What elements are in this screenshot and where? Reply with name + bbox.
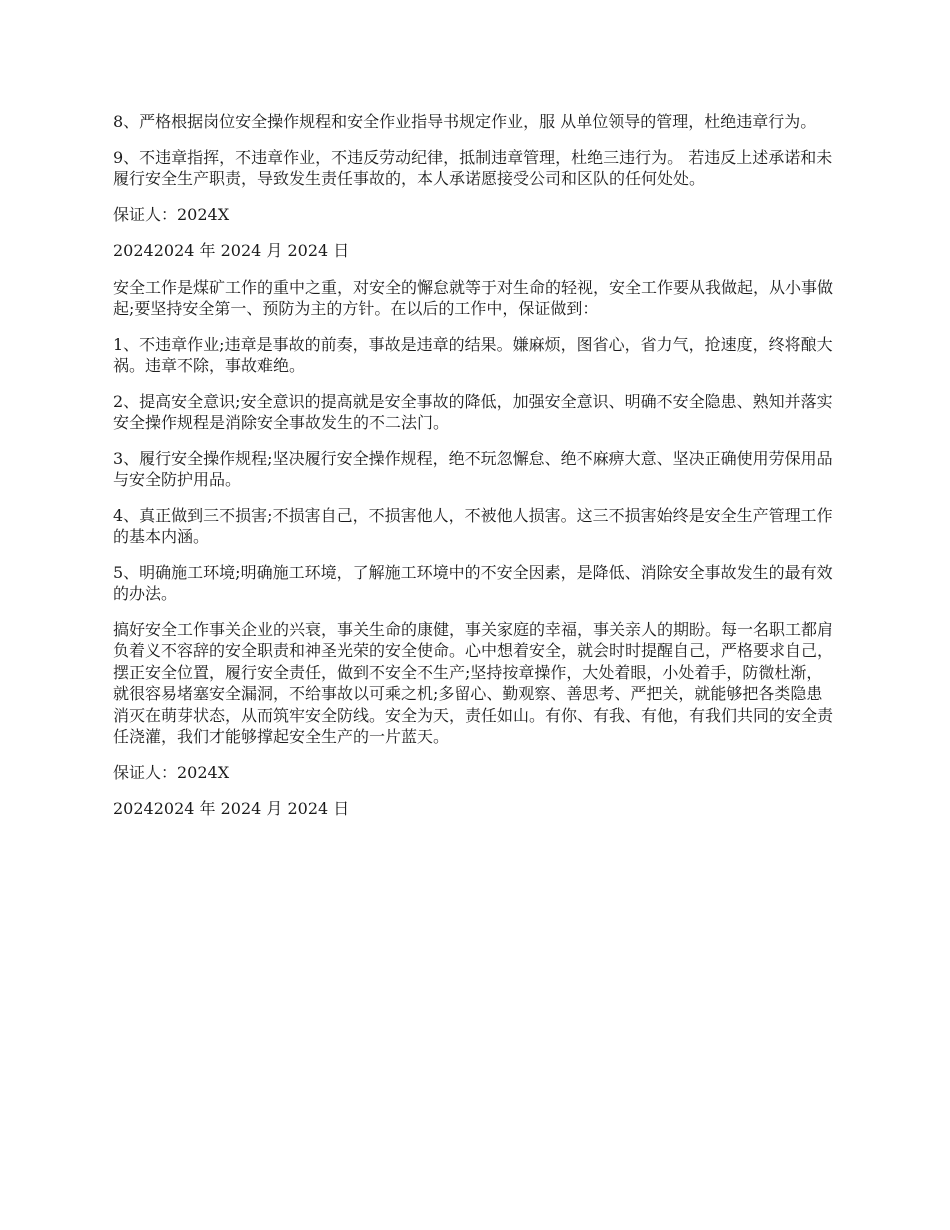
guarantor-line: 保证人：2024X [113, 204, 230, 224]
paragraph-item-1: 1、不违章作业;违章是事故的前奏，事故是违章的结果。嫌麻烦，图省心，省力气，抢速度，终将酿大祸。违章不除，事故难绝。 [113, 334, 833, 375]
paragraph-item-9: 9、不违章指挥，不违章作业，不违反劳动纪律，抵制违章管理，杜绝三违行为。 若违反上述承诺和未履行安全生产职责，导致发生责任事故的，本人承诺愿接受公司和区队的任何处处。 [113, 147, 833, 188]
closing-paragraph: 搞好安全工作事关企业的兴衰，事关生命的康健，事关家庭的幸福，事关亲人的期盼。每一名职工都肩负着义不容辞的安全职责和神圣光荣的安全使命。心中想着安全，就会时时提醒自己，严格要求自己，摆正安全位置，履行安全责任，做到不安全不生产;坚持按章操作，大处着眼，小处着手，防微杜渐，就很容易堵塞安全漏洞，不给事故以可乘之机;多留心、勤观察、善思考、严把关，就能够把各类隐患消灭在萌芽状态，从而筑牢安全防线。安全为天，责任如山。有你、有我、有他，有我们共同的安全责任浇灌，我们才能够撑起安全生产的一片蓝天。 [113, 619, 834, 746]
paragraph-item-3: 3、履行安全操作规程;坚决履行安全操作规程，绝不玩忽懈怠、绝不麻痹大意、坚决正确使用劳保用品与安全防护用品。 [113, 448, 833, 489]
paragraph-item-5: 5、明确施工环境;明确施工环境，了解施工环境中的不安全因素，是降低、消除安全事故发生的最有效的办法。 [113, 562, 833, 603]
date-line: 20242024 年 2024 月 2024 日 [113, 799, 350, 818]
guarantor-line: 保证人：2024X [113, 762, 230, 782]
date-line: 20242024 年 2024 月 2024 日 [113, 241, 350, 260]
paragraph-item-2: 2、提高安全意识;安全意识的提高就是安全事故的降低，加强安全意识、明确不安全隐患、熟知并落实安全操作规程是消除安全事故发生的不二法门。 [113, 391, 833, 432]
paragraph-item-8: 8、严格根据岗位安全操作规程和安全作业指导书规定作业，服 从单位领导的管理，杜绝违章行为。 [113, 112, 817, 131]
paragraph-item-4: 4、真正做到三不损害;不损害自己，不损害他人，不被他人损害。这三不损害始终是安全生产管理工作的基本内涵。 [113, 505, 833, 546]
intro-paragraph: 安全工作是煤矿工作的重中之重，对安全的懈怠就等于对生命的轻视，安全工作要从我做起，从小事做起;要坚持安全第一、预防为主的方针。在以后的工作中，保证做到： [113, 277, 834, 318]
